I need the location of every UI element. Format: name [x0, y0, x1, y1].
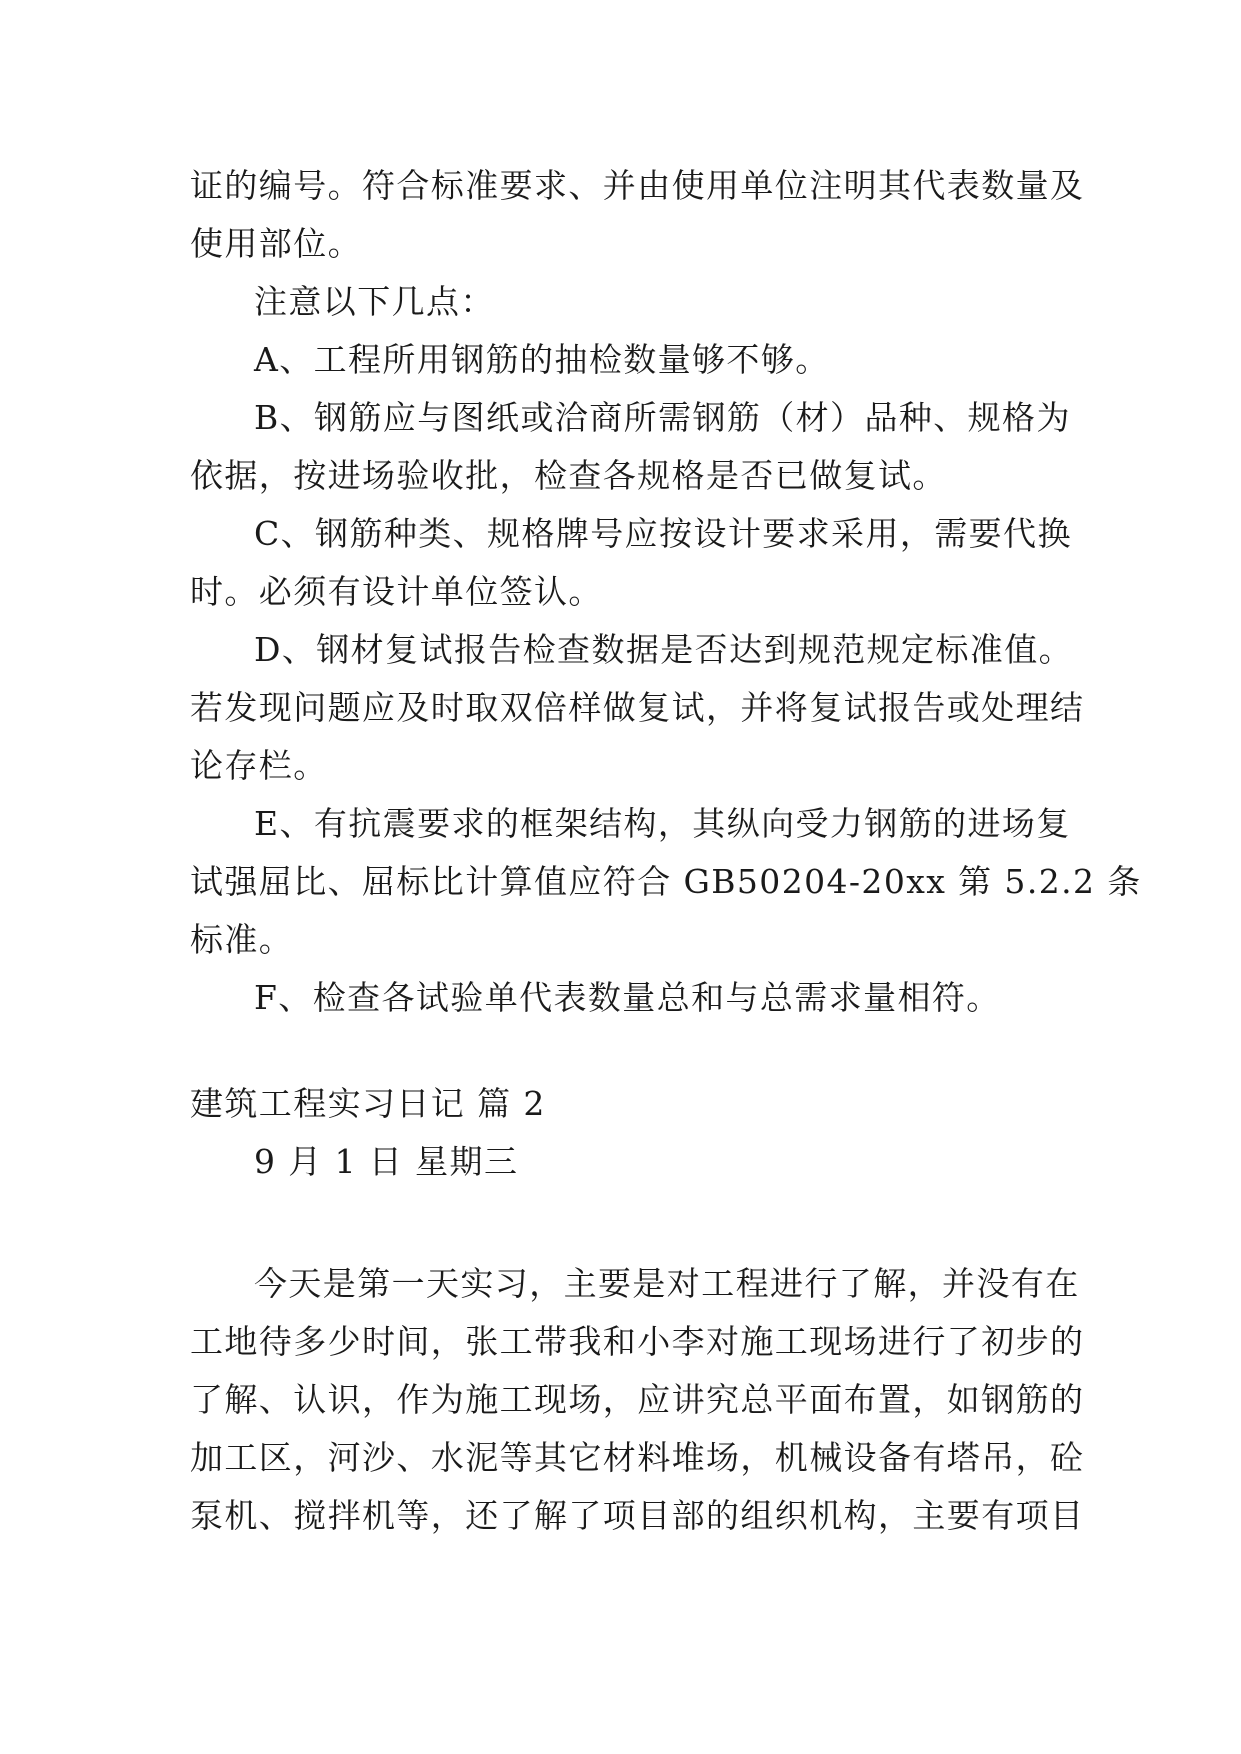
list-item-e: E、有抗震要求的框架结构，其纵向受力钢筋的进场复 — [254, 804, 1071, 843]
paragraph-line: 论存栏。 — [190, 746, 328, 785]
paragraph-line: 了解、认识，作为施工现场，应讲究总平面布置，如钢筋的 — [190, 1380, 1085, 1419]
paragraph-line: 依据，按进场验收批，检查各规格是否已做复试。 — [190, 456, 947, 495]
paragraph-line: 加工区，河沙、水泥等其它材料堆场，机械设备有塔吊，砼 — [190, 1438, 1085, 1477]
paragraph-line: 泵机、搅拌机等，还了解了项目部的组织机构，主要有项目 — [190, 1496, 1085, 1535]
paragraph-line: 今天是第一天实习，主要是对工程进行了解，并没有在 — [254, 1264, 1080, 1303]
list-item-b: B、钢筋应与图纸或洽商所需钢筋（材）品种、规格为 — [254, 398, 1071, 437]
paragraph-line: 标准。 — [190, 920, 294, 959]
paragraph-line: 试强屈比、屈标比计算值应符合 GB50204-20xx 第 5.2.2 条 — [190, 862, 1142, 901]
diary-date: 9 月 1 日 星期三 — [254, 1142, 519, 1181]
paragraph-line: 证的编号。符合标准要求、并由使用单位注明其代表数量及 — [190, 166, 1085, 205]
paragraph-line: 若发现问题应及时取双倍样做复试，并将复试报告或处理结 — [190, 688, 1085, 727]
list-item-d: D、钢材复试报告检查数据是否达到规范规定标准值。 — [254, 630, 1074, 669]
paragraph-line: 时。必须有设计单位签认。 — [190, 572, 603, 611]
paragraph-line: 使用部位。 — [190, 224, 362, 263]
list-item-f: F、检查各试验单代表数量总和与总需求量相符。 — [254, 978, 1001, 1017]
paragraph-line: 工地待多少时间，张工带我和小李对施工现场进行了初步的 — [190, 1322, 1085, 1361]
list-item-a: A、工程所用钢筋的抽检数量够不够。 — [254, 340, 830, 379]
section-heading: 建筑工程实习日记 篇 2 — [190, 1084, 546, 1123]
list-item-c: C、钢筋种类、规格牌号应按设计要求采用，需要代换 — [254, 514, 1072, 553]
section-intro: 注意以下几点： — [254, 282, 495, 321]
